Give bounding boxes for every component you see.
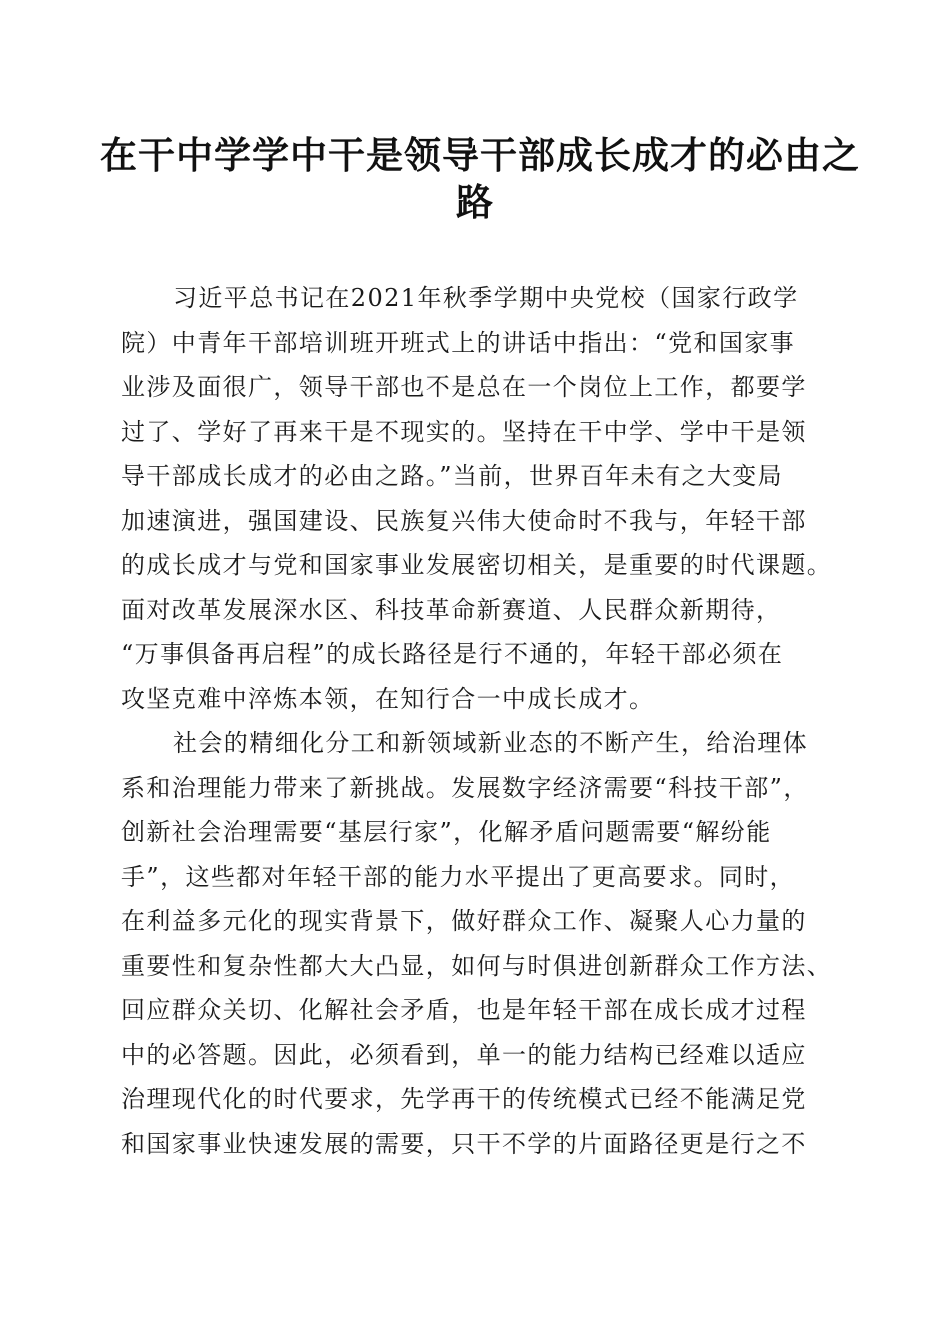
paragraph-line: “万事俱备再启程”的成长路径是行不通的，年轻干部必须在 — [121, 640, 784, 668]
paragraph-line: 中的必答题。因此，必须看到，单一的能力结构已经难以适应 — [121, 1040, 807, 1069]
paragraph-line: 系和治理能力带来了新挑战。发展数字经济需要“科技干部”， — [121, 773, 809, 802]
paragraph-line: 过了、学好了再来干是不现实的。坚持在干中学、学中干是领 — [121, 417, 807, 446]
paragraph-line: 在利益多元化的现实背景下，做好群众工作、凝聚人心力量的 — [121, 907, 807, 935]
paragraph-line: 的成长成才与党和国家事业发展密切相关，是重要的时代课题。 — [121, 551, 833, 579]
document-title — [100, 132, 860, 226]
paragraph-line: 院）中青年干部培训班开班式上的讲话中指出：“党和国家事 — [121, 328, 796, 357]
paragraph-line: 重要性和复杂性都大大凸显，如何与时俱进创新群众工作方法、 — [121, 951, 833, 980]
paragraph-line: 社会的精细化分工和新领域新业态的不断产生，给治理体 — [173, 729, 808, 757]
title-line: 路 — [456, 181, 494, 224]
paragraph-line: 和国家事业快速发展的需要，只干不学的片面路径更是行之不 — [121, 1129, 807, 1158]
paragraph-line: 加速演进，强国建设、民族复兴伟大使命时不我与，年轻干部 — [121, 506, 807, 535]
paragraph-line: 导干部成长成才的必由之路。”当前，世界百年未有之大变局 — [121, 462, 784, 490]
title-line: 在干中学学中干是领导干部成长成才的必由之 — [100, 134, 860, 177]
paragraph-line: 手”，这些都对年轻干部的能力水平提出了更高要求。同时， — [121, 862, 796, 891]
paragraph-line: 创新社会治理需要“基层行家”，化解矛盾问题需要“解纷能 — [121, 818, 772, 846]
paragraph-line: 回应群众关切、化解社会矛盾，也是年轻干部在成长成才过程 — [121, 996, 807, 1024]
paragraph-line: 治理现代化的时代要求，先学再干的传统模式已经不能满足党 — [121, 1085, 807, 1113]
paragraph-line: 面对改革发展深水区、科技革命新赛道、人民群众新期待， — [121, 595, 782, 624]
paragraph-line: 攻坚克难中淬炼本领，在知行合一中成长成才。 — [121, 684, 655, 713]
paragraph-line: 习近平总书记在2021年秋季学期中央党校（国家行政学 — [173, 284, 799, 312]
body-paragraph-2 — [121, 721, 841, 1166]
paragraph-line: 业涉及面很广，领导干部也不是总在一个岗位上工作，都要学 — [121, 373, 807, 401]
body-paragraph-1 — [121, 276, 841, 721]
